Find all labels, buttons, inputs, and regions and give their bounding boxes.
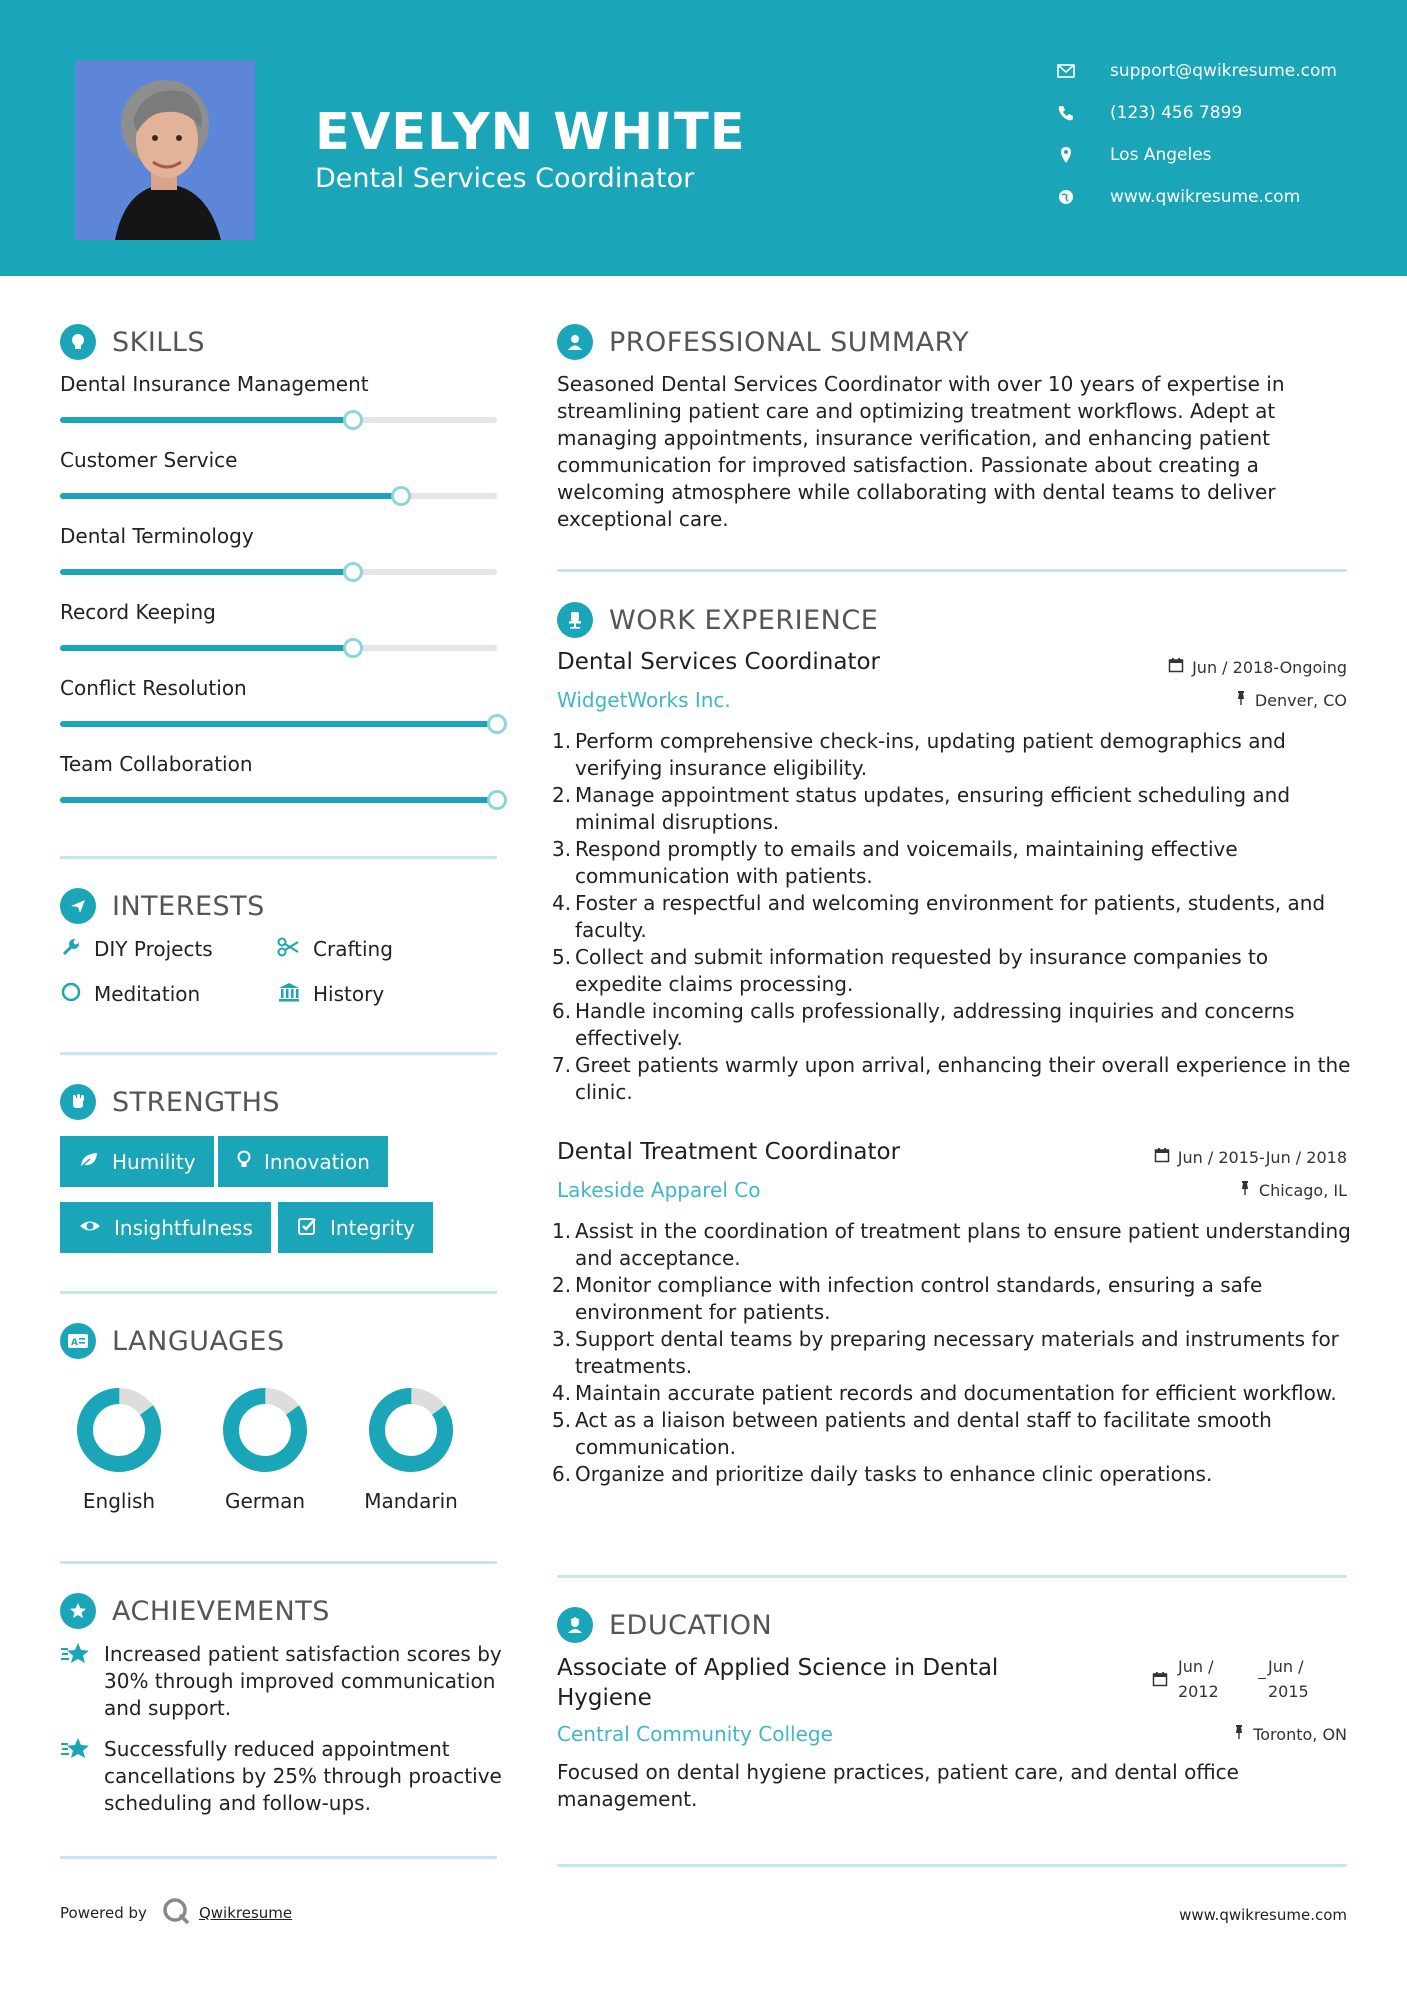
interest-item: Meditation	[60, 981, 200, 1007]
experience-heading: WORK EXPERIENCE	[557, 602, 878, 638]
skill-bar-knob	[487, 790, 507, 810]
office-chair-icon	[557, 602, 593, 638]
envelope-icon	[1055, 60, 1077, 82]
section-divider	[60, 1561, 497, 1564]
education-location: Toronto, ON	[1233, 1724, 1347, 1744]
pushpin-icon	[1233, 1724, 1245, 1744]
duty-item: 2. Manage appointment status updates, ensuring efficient scheduling and minimal disruptions.	[552, 783, 1291, 834]
globe-icon	[1055, 186, 1077, 208]
skill-label: Record Keeping	[60, 600, 216, 624]
interest-item: History	[277, 981, 384, 1007]
job-dates: Jun / 2018-Ongoing	[1168, 657, 1347, 677]
contact-email[interactable]	[1055, 56, 1337, 86]
check-square-icon	[296, 1215, 318, 1241]
duties-list	[552, 1218, 1352, 1488]
profile-photo	[75, 60, 255, 240]
strength-chip: Innovation	[218, 1136, 388, 1187]
scissors-icon	[277, 936, 301, 962]
skill-bar-knob	[343, 638, 363, 658]
section-divider	[60, 1291, 497, 1294]
education-start-date: Jun / 2012	[1178, 1657, 1219, 1701]
summary-text: Seasoned Dental Services Coordinator with over 10 years of expertise in streamlining patient care and optimizing treatment workflows. Adept at managing appointments, insurance verification, and enhancing patient communication for improved satisfaction. Passionate about creating a welcoming atmosphere while collaborating with dental teams to deliver exceptional care.	[557, 372, 1285, 531]
duty-item: 4. Foster a respectful and welcoming environment for patients, students, and faculty.	[552, 891, 1326, 942]
contact-location-text: Los Angeles	[1110, 145, 1212, 165]
duty-item: 7. Greet patients warmly upon arrival, enhancing their overall experience in the clinic.	[552, 1053, 1351, 1104]
language-item	[356, 1385, 466, 1513]
pushpin-icon	[1239, 1180, 1251, 1200]
duty-item: 6. Handle incoming calls professionally, addressing inquiries and concerns effectively.	[552, 999, 1295, 1050]
company-name: Lakeside Apparel Co	[557, 1178, 761, 1202]
skill-bar-fill	[60, 493, 401, 499]
skill-bar-fill	[60, 569, 353, 575]
lightbulb-icon	[236, 1149, 252, 1175]
candidate-name: EVELYN WHITE	[315, 103, 746, 162]
calendar-icon	[1152, 1671, 1168, 1691]
interests-heading: INTERESTS	[60, 888, 265, 924]
svg-text:A: A	[71, 1338, 78, 1348]
language-item	[64, 1385, 174, 1513]
company-name: WidgetWorks Inc.	[557, 688, 731, 712]
section-divider	[60, 1856, 497, 1859]
skill-bar-knob	[487, 714, 507, 734]
section-divider	[60, 856, 497, 859]
map-pin-icon	[1055, 144, 1077, 166]
skill-label: Dental Insurance Management	[60, 372, 369, 396]
job-title: Dental Services Coordinator	[557, 649, 881, 675]
skill-bar-knob	[343, 562, 363, 582]
summary-heading: PROFESSIONAL SUMMARY	[557, 324, 969, 360]
star-icon	[60, 1641, 92, 1722]
education-end-date: Jun / 2015	[1268, 1657, 1309, 1701]
duty-item: 3. Respond promptly to emails and voicemails, maintaining effective communication with patients.	[552, 837, 1238, 888]
skill-bar-fill	[60, 721, 497, 727]
skill-bar-knob	[343, 410, 363, 430]
school-name: Central Community College	[557, 1722, 833, 1746]
wrench-icon	[60, 936, 82, 962]
skill-bar	[60, 797, 497, 803]
duty-item: 2. Monitor compliance with infection control standards, ensuring a safe environment for patients.	[552, 1273, 1263, 1324]
skill-bar	[60, 417, 497, 423]
powered-by	[60, 1896, 292, 1930]
degree-title: Associate of Applied Science in Dental Hygiene	[557, 1655, 999, 1711]
education-heading: EDUCATION	[557, 1607, 772, 1643]
job-title: Dental Treatment Coordinator	[557, 1139, 901, 1165]
contact-phone-text: (123) 456 7899	[1110, 103, 1243, 123]
skill-bar	[60, 569, 497, 575]
skill-label: Customer Service	[60, 448, 238, 472]
calendar-icon	[1154, 1147, 1170, 1167]
contact-website-text: www.qwikresume.com	[1110, 187, 1301, 207]
qwikresume-logo-icon	[161, 1896, 191, 1930]
language-name: English	[82, 1489, 156, 1513]
skill-bar	[60, 721, 497, 727]
skill-bar	[60, 645, 497, 651]
candidate-title: Dental Services Coordinator	[315, 163, 695, 194]
strength-chip: Insightfulness	[60, 1202, 271, 1253]
language-donut	[74, 1385, 164, 1475]
eye-icon	[78, 1217, 102, 1239]
section-divider	[557, 1575, 1347, 1578]
graduate-icon	[557, 1607, 593, 1643]
calendar-icon	[1168, 657, 1184, 677]
duty-item: 1. Assist in the coordination of treatment plans to ensure patient understanding and acceptance.	[552, 1219, 1351, 1270]
achievement-item: Successfully reduced appointment cancellations by 25% through proactive scheduling and follow-ups.	[60, 1736, 505, 1817]
lightbulb-icon	[60, 324, 96, 360]
star-icon	[60, 1736, 92, 1817]
contact-location	[1055, 140, 1212, 170]
skill-label: Conflict Resolution	[60, 676, 247, 700]
skill-bar-knob	[391, 486, 411, 506]
strength-chip: Integrity	[278, 1202, 433, 1253]
contact-email-text: support@qwikresume.com	[1110, 61, 1337, 81]
language-name: Mandarin	[364, 1489, 458, 1513]
language-donut	[366, 1385, 456, 1475]
skill-bar-fill	[60, 797, 497, 803]
skill-bar-fill	[60, 417, 353, 423]
user-icon	[557, 324, 593, 360]
skill-label: Dental Terminology	[60, 524, 254, 548]
achievement-item: Increased patient satisfaction scores by 30% through improved communication and support.	[60, 1641, 505, 1722]
job-location: Denver, CO	[1235, 690, 1347, 710]
job-dates: Jun / 2015-Jun / 2018	[1154, 1147, 1347, 1167]
skills-heading: SKILLS	[60, 324, 205, 360]
fist-icon	[60, 1084, 96, 1120]
language-donut	[220, 1385, 310, 1475]
duty-item: 4. Maintain accurate patient records and documentation for efficient workflow.	[552, 1381, 1337, 1405]
language-name: German	[224, 1489, 306, 1513]
strength-chip: Humility	[60, 1136, 214, 1187]
powered-by-label: Powered by	[60, 1904, 147, 1922]
achievements-heading: ACHIEVEMENTS	[60, 1593, 330, 1629]
resume-header	[0, 0, 1407, 276]
contact-phone[interactable]	[1055, 98, 1242, 128]
skill-bar-fill	[60, 645, 353, 651]
language-item	[210, 1385, 320, 1513]
star-badge-icon	[60, 1593, 96, 1629]
interest-item: Crafting	[277, 936, 393, 962]
duty-item: 6. Organize and prioritize daily tasks to enhance clinic operations.	[552, 1462, 1213, 1486]
phone-icon	[1055, 102, 1077, 124]
date-separator	[1258, 1678, 1266, 1679]
footer-website[interactable]: www.qwikresume.com	[1179, 1906, 1347, 1924]
pushpin-icon	[1235, 690, 1247, 710]
skill-label: Team Collaboration	[60, 752, 253, 776]
leaf-icon	[78, 1150, 100, 1174]
bank-icon	[277, 981, 301, 1007]
section-divider	[557, 569, 1347, 572]
strengths-heading: STRENGTHS	[60, 1084, 280, 1120]
duty-item: 3. Support dental teams by preparing necessary materials and instruments for treatments.	[552, 1327, 1339, 1378]
duty-item: 5. Collect and submit information requested by insurance companies to expedite claims processing.	[552, 945, 1269, 996]
circle-icon	[60, 981, 82, 1007]
job-location: Chicago, IL	[1239, 1180, 1347, 1200]
duty-item: 1. Perform comprehensive check-ins, updating patient demographics and verifying insurance eligibility.	[552, 729, 1286, 780]
contact-website[interactable]	[1055, 182, 1300, 212]
education-description: Focused on dental hygiene practices, patient care, and dental office management.	[557, 1760, 1239, 1811]
duty-item: 5. Act as a liaison between patients and dental staff to facilitate smooth communication.	[552, 1408, 1272, 1459]
section-divider	[60, 1052, 497, 1055]
languages-heading: A LANGUAGES	[60, 1323, 285, 1359]
qwikresume-link[interactable]: Qwikresume	[198, 1904, 293, 1922]
skill-bar	[60, 493, 497, 499]
section-divider	[557, 1864, 1347, 1867]
translate-icon	[60, 1323, 96, 1359]
interest-item: DIY Projects	[60, 936, 213, 962]
paper-plane-icon	[60, 888, 96, 924]
duties-list	[552, 728, 1352, 1106]
